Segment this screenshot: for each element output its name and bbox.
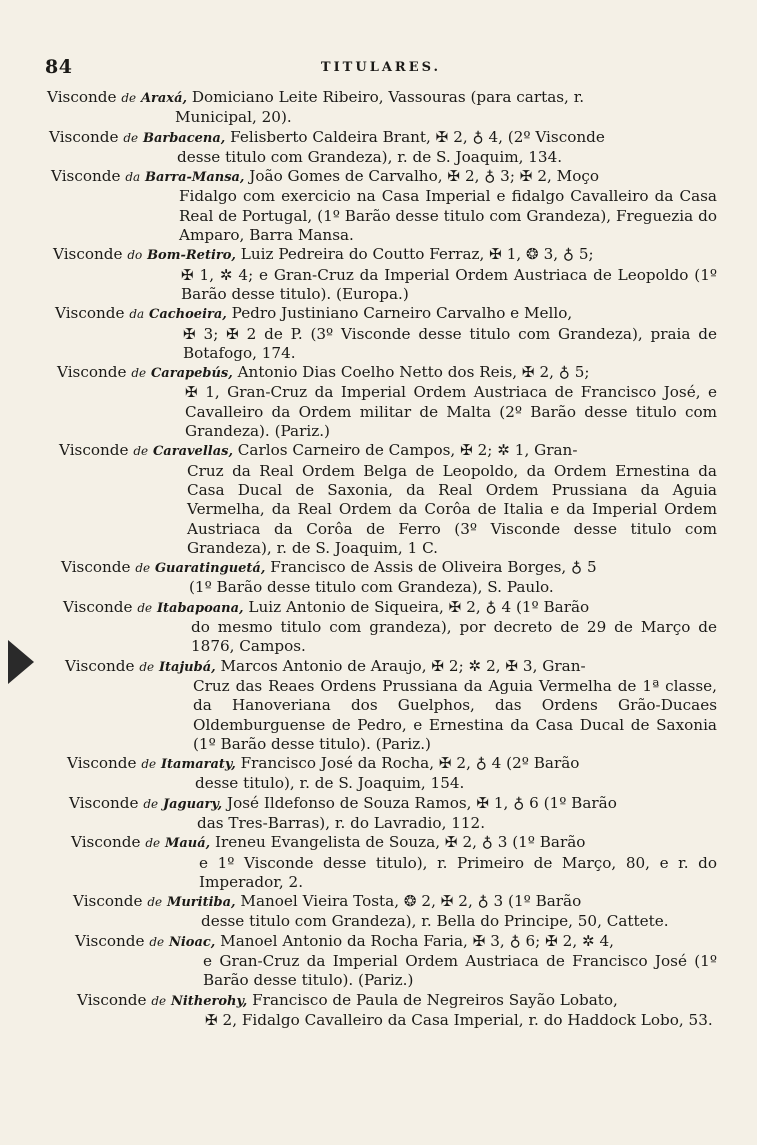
entry-lead-text: Marcos Antonio de Araujo, ✠ 2; ✲ 2, ✠ 3, Gran- <box>220 656 586 675</box>
entry-prep: de <box>131 366 147 381</box>
entry-rank: Visconde <box>55 304 125 323</box>
running-title: TITULARES. <box>320 60 442 75</box>
entry-continuation: e 1º Visconde desse titulo), r. Primeiro de Março, 80, e r. do Imperador, 2. <box>199 853 717 891</box>
entry-lead-text: Carlos Carneiro de Campos, ✠ 2; ✲ 1, Gran- <box>237 441 578 460</box>
entry-lead-text: Antonio Dias Coelho Netto dos Reis, ✠ 2, ♁ 5; <box>237 363 590 382</box>
list-item <box>69 794 717 834</box>
list-item <box>73 892 717 932</box>
entry-lead-line <box>69 794 717 814</box>
entry-prep: de <box>123 130 139 145</box>
entry-rank: Visconde <box>69 793 139 812</box>
entry-rank: Visconde <box>77 990 147 1009</box>
page-header <box>45 52 717 88</box>
entry-lead-text: Domiciano Leite Ribeiro, Vassouras (para cartas, r. <box>191 88 585 106</box>
entry-lead-text: Pedro Justiniano Carneiro Carvalho e Mello, <box>231 304 573 323</box>
list-item <box>57 363 717 441</box>
entry-lead-line <box>75 932 717 952</box>
entry-lead-line <box>73 892 717 912</box>
list-item <box>51 167 717 245</box>
entry-lead-line <box>53 245 717 265</box>
entry-prep: de <box>137 600 153 615</box>
entry-continuation: Fidalgo com exercicio na Casa Imperial e fidalgo Cavalleiro da Casa Real de Portugal, (1º Barão desse titulo com Grandeza), Freguezia do Amparo, Barra Mansa. <box>179 187 717 245</box>
entry-rank: Visconde <box>63 597 133 616</box>
entry-lead-line <box>57 363 717 383</box>
entry-place: Itabapoana, <box>156 600 244 616</box>
list-item <box>59 441 717 558</box>
entry-lead-line <box>67 754 717 774</box>
list-item <box>63 598 717 657</box>
list-item <box>77 991 717 1031</box>
entry-prep: de <box>139 659 155 674</box>
entry-rank: Visconde <box>71 833 141 852</box>
entry-rank: Visconde <box>53 245 123 264</box>
entry-prep: de <box>143 796 159 811</box>
entry-lead-text: José Ildefonso de Souza Ramos, ✠ 1, ♁ 6 (1º Barão <box>227 793 617 812</box>
entry-place: Itajubá, <box>158 659 216 675</box>
entry-lead-text: Luiz Antonio de Siqueira, ✠ 2, ♁ 4 (1º Barão <box>248 597 590 616</box>
entry-lead-text: Manoel Antonio da Rocha Faria, ✠ 3, ♁ 6; ✠ 2, ✲ 4, <box>220 931 615 950</box>
entry-place: Itamaraty, <box>160 757 236 773</box>
entry-rank: Visconde <box>59 441 129 460</box>
page-number: 84 <box>45 56 73 78</box>
list-item <box>49 128 717 168</box>
list-item <box>55 304 717 363</box>
entry-prep: de <box>121 91 137 105</box>
entry-continuation: desse titulo com Grandeza), r. de S. Joaquim, 134. <box>177 147 563 166</box>
entry-lead-line <box>51 167 717 187</box>
entry-lead-text: Ireneu Evangelista de Souza, ✠ 2, ♁ 3 (1º Barão <box>215 833 586 852</box>
entry-continuation: desse titulo com Grandeza), r. Bella do Principe, 50, Cattete. <box>201 912 669 931</box>
entry-lead-text: Francisco de Paula de Negreiros Sayão Lobato, <box>252 990 618 1009</box>
entry-place: Barbacena, <box>142 130 226 146</box>
entry-lead-text: Francisco José da Rocha, ✠ 2, ♁ 4 (2º Barão <box>240 754 580 773</box>
entry-continuation: Cruz da Real Ordem Belga de Leopoldo, da Ordem Ernestina da Casa Ducal de Saxonia, da Real Ordem Prussiana da Aguia Vermelha, da Real Ordem da Corôa de Italia e da Imperial Ordem Austriaca da Corôa de Ferro (3º Visconde desse titulo com Grandeza), r. de S. Joaquim, 1 C. <box>187 461 717 557</box>
entry-place: Guaratinguetá, <box>154 561 266 577</box>
entry-rank: Visconde <box>67 754 137 773</box>
entry-continuation: desse titulo), r. de S. Joaquim, 154. <box>195 774 465 793</box>
entry-continuation: ✠ 2, Fidalgo Cavalleiro da Casa Imperial, r. do Haddock Lobo, 53. <box>205 1010 713 1029</box>
entry-rank: Visconde <box>61 558 131 577</box>
entry-place: Nioac, <box>168 934 216 950</box>
entry-rank: Visconde <box>75 931 145 950</box>
entry-prep: da <box>125 170 141 185</box>
entry-place: Nitherohy, <box>170 993 248 1009</box>
entry-prep: de <box>147 895 163 910</box>
entry-place: Mauá, <box>164 836 211 852</box>
entry-place: Jaguary, <box>162 796 223 812</box>
entry-lead-line <box>47 88 717 108</box>
entry-lead-line <box>63 598 717 618</box>
entry-lead-text: Luiz Pedreira do Coutto Ferraz, ✠ 1, ❂ 3, ♁ 5; <box>240 245 594 264</box>
entry-lead-line <box>59 441 717 461</box>
entry-lead-line <box>61 558 717 578</box>
entry-prep: de <box>135 561 151 576</box>
margin-pointer-icon <box>8 640 34 684</box>
entry-prep: do <box>127 248 143 263</box>
entry-prep: de <box>145 836 161 851</box>
entry-place: Barra-Mansa, <box>145 170 245 186</box>
entry-place: Cachoeira, <box>149 307 227 323</box>
entry-rank: Visconde <box>51 167 121 186</box>
entry-continuation: ✠ 1, ✲ 4; e Gran-Cruz da Imperial Ordem Austriaca de Leopoldo (1º Barão desse titulo). (Europa.) <box>181 265 717 303</box>
entry-rank: Visconde <box>65 656 135 675</box>
entry-lead-line <box>77 991 717 1011</box>
entry-rank: Visconde <box>73 892 143 911</box>
entry-lead-line <box>49 128 717 148</box>
entry-lead-line <box>65 657 717 677</box>
entry-place: Bom-Retiro, <box>147 248 236 264</box>
entry-prep: de <box>149 934 165 949</box>
entry-prep: de <box>141 757 157 772</box>
entry-continuation: do mesmo titulo com grandeza), por decreto de 29 de Março de 1876, Campos. <box>191 618 717 656</box>
entry-prep: da <box>129 307 145 322</box>
entry-place: Muritiba, <box>166 895 236 911</box>
entry-continuation: ✠ 3; ✠ 2 de P. (3º Visconde desse titulo com Grandeza), praia de Botafogo, 174. <box>183 324 717 362</box>
entry-prep: de <box>133 444 149 459</box>
entry-continuation: ✠ 1, Gran-Cruz da Imperial Ordem Austriaca de Francisco José, e Cavalleiro da Ordem militar de Malta (2º Barão desse titulo com Grandeza). (Pariz.) <box>185 383 717 441</box>
list-item <box>65 657 717 754</box>
entry-place: Caravellas, <box>152 444 233 460</box>
list-item <box>75 932 717 991</box>
entry-continuation: Municipal, 20). <box>175 108 292 127</box>
entry-lead-text: Felisberto Caldeira Brant, ✠ 2, ♁ 4, (2º Visconde <box>230 127 605 146</box>
entry-lead-text: Manoel Vieira Tosta, ❂ 2, ✠ 2, ♁ 3 (1º Barão <box>240 892 582 911</box>
entry-lead-text: Francisco de Assis de Oliveira Borges, ♁ 5 <box>270 558 597 577</box>
list-item <box>67 754 717 794</box>
entry-continuation: (1º Barão desse titulo com Grandeza), S. Paulo. <box>189 578 554 597</box>
entry-continuation: Cruz das Reaes Ordens Prussiana da Aguia Vermelha de 1ª classe, da Hanoveriana dos Guelphos, das Ordens Grão-Ducaes Oldemburguense de Pedro, e Ernestina da Casa Ducal de Saxonia (1º Barão desse titulo). (Pariz.) <box>193 676 717 753</box>
list-item <box>71 833 717 892</box>
entry-lead-text: João Gomes de Carvalho, ✠ 2, ♁ 3; ✠ 2, Moço <box>249 167 600 186</box>
titulares-list <box>45 88 717 1030</box>
entry-rank: Visconde <box>47 88 117 106</box>
entry-place: Carapebús, <box>150 366 233 382</box>
entry-lead-line <box>71 833 717 853</box>
entry-continuation: das Tres-Barras), r. do Lavradio, 112. <box>197 813 486 832</box>
entry-rank: Visconde <box>57 363 127 382</box>
entry-place: Araxá, <box>140 91 188 106</box>
entry-continuation: e Gran-Cruz da Imperial Ordem Austriaca de Francisco José (1º Barão desse titulo). (Pariz.) <box>203 952 717 990</box>
entry-prep: de <box>151 993 167 1008</box>
list-item <box>47 88 717 128</box>
entry-lead-line <box>55 304 717 324</box>
list-item <box>53 245 717 304</box>
entry-rank: Visconde <box>49 127 119 146</box>
list-item <box>61 558 717 598</box>
